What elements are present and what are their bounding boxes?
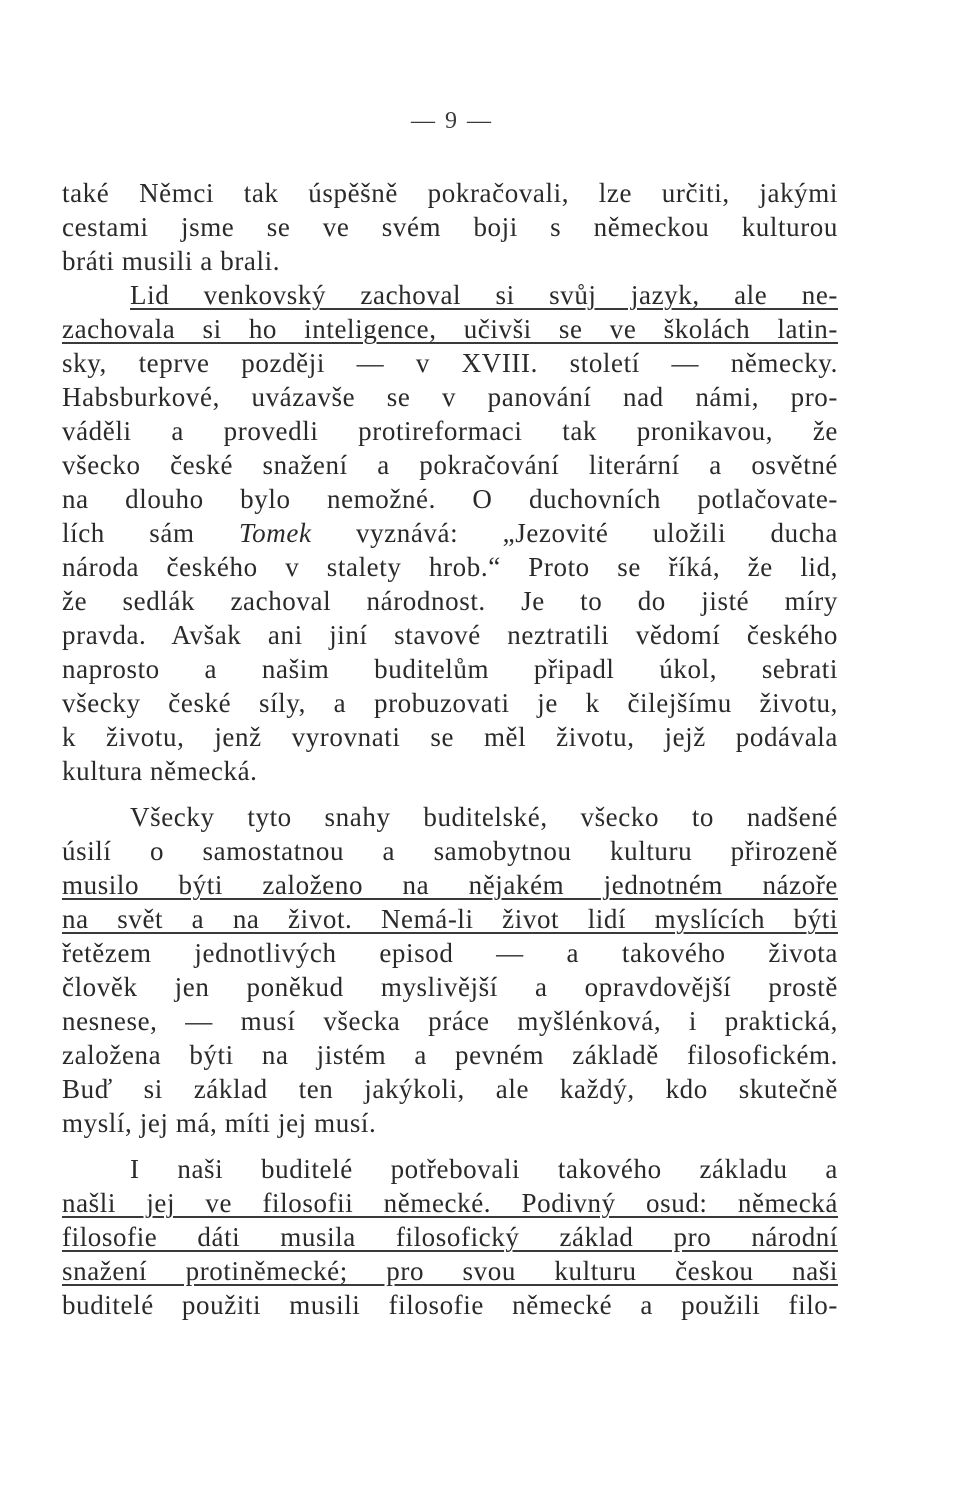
text-line: musilo býti založeno na nějakém jednotném názoře [62,870,838,900]
body-text [62,176,838,1322]
text-run: lích sám [62,518,195,548]
author-name: Tomek [239,518,312,548]
paragraph-4 [62,1152,838,1322]
text-line: váděli a provedli protireformaci tak pronikavou, že [62,416,838,446]
text-line: Lid venkovský zachoval si svůj jazyk, ale ne- [130,280,838,310]
text-line-with-italic [62,516,838,550]
text-line: člověk jen poněkud myslivější a opravdovější prostě [62,972,838,1002]
page-number: — 9 — [411,108,493,134]
text-line: k životu, jenž vyrovnati se měl životu, jejž podávala [62,722,838,752]
text-line: kultura německá. [62,756,258,786]
text-line: založena býti na jistém a pevném základě filosofickém. [62,1040,838,1070]
text-line: řetězem jednotlivých episod — a takového života [62,938,838,968]
text-line: bráti musili a brali. [62,246,281,276]
text-line: na dlouho bylo nemožné. O duchovních potlačovate- [62,484,838,514]
text-line: zachovala si ho inteligence, učivši se ve školách latin- [62,314,838,344]
text-line: nesnese, — musí všecka práce myšlénková, i praktická, [62,1006,838,1036]
text-line: na svět a na život. Nemá-li život lidí myslících býti [62,904,838,934]
text-line: sky, teprve později — v XVIII. století — německy. [62,348,838,378]
text-line: úsilí o samostatnou a samobytnou kulturu přirozeně [62,836,838,866]
text-line: myslí, jej má, míti jej musí. [62,1108,377,1138]
text-line: Buď si základ ten jakýkoli, ale každý, kdo skutečně [62,1074,838,1104]
text-line: naprosto a našim buditelům připadl úkol, sebrati [62,654,838,684]
text-line: cestami jsme se ve svém boji s německou kulturou [62,212,838,242]
text-run: vyznává: „Jezovité uložili ducha [355,518,838,548]
text-line: všecko české snažení a pokračování literární a osvětné [62,450,838,480]
paragraph-2 [62,278,838,788]
text-line: Všecky tyto snahy buditelské, všecko to nadšené [130,802,838,832]
text-line: také Němci tak úspěšně pokračovali, lze určiti, jakými [62,178,838,208]
paragraph-gap [62,1140,838,1152]
text-line: že sedlák zachoval národnost. Je to do jisté míry [62,586,838,616]
text-line: buditelé použiti musili filosofie německé a použili filo- [62,1290,838,1320]
paragraph-gap [62,788,838,800]
text-line: Habsburkové, uvázavše se v panování nad námi, pro- [62,382,838,412]
text-line: I naši buditelé potřebovali takového základu a [130,1154,838,1184]
text-line: našli jej ve filosofii německé. Podivný osud: německá [62,1188,838,1218]
text-line: snažení protiněmecké; pro svou kulturu českou naši [62,1256,838,1286]
paragraph-3 [62,800,838,1140]
text-line: filosofie dáti musila filosofický základ pro národní [62,1222,838,1252]
text-line: všecky české síly, a probuzovati je k čilejšímu životu, [62,688,838,718]
text-line: pravda. Avšak ani jiní stavové neztratili vědomí českého [62,620,838,650]
paragraph-1 [62,176,838,278]
text-line: národa českého v stalety hrob.“ Proto se říká, že lid, [62,552,838,582]
